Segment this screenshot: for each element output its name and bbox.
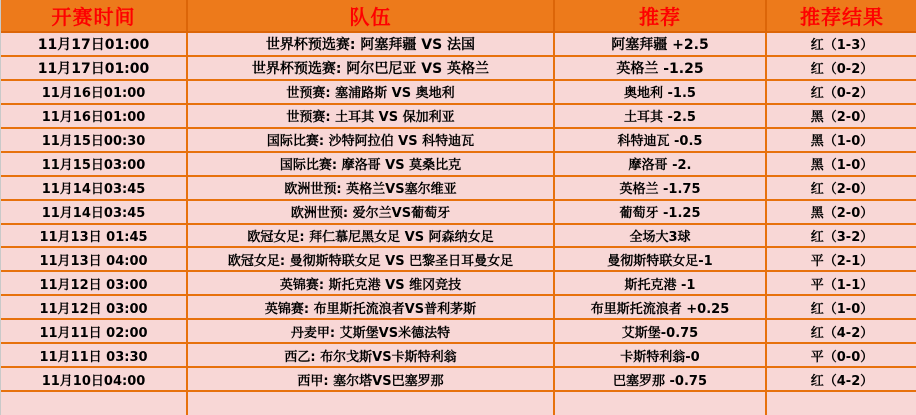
table-row (1, 56, 916, 80)
table-row (1, 224, 916, 248)
match-table-body (1, 32, 916, 415)
cell-teams (187, 391, 554, 415)
cell-result: 红（1-0） (766, 295, 916, 319)
cell-time: 11月14日03:45 (1, 176, 187, 200)
cell-teams: 世预赛: 塞浦路斯 VS 奥地利 (187, 80, 554, 104)
match-prediction-table (1, 0, 916, 415)
column-header-recommendation: 推荐 (554, 0, 766, 32)
cell-time (1, 391, 187, 415)
cell-result: 红（0-2） (766, 56, 916, 80)
cell-recommendation: 布里斯托流浪者 +0.25 (554, 295, 766, 319)
cell-result: 黑（2-0） (766, 200, 916, 224)
cell-result: 平（0-0） (766, 343, 916, 367)
cell-time: 11月14日03:45 (1, 200, 187, 224)
cell-result (766, 391, 916, 415)
table-row (1, 128, 916, 152)
cell-time: 11月13日 01:45 (1, 224, 187, 248)
table-row (1, 343, 916, 367)
cell-time: 11月13日 04:00 (1, 247, 187, 271)
cell-teams: 英锦赛: 斯托克港 VS 维冈竞技 (187, 271, 554, 295)
cell-teams: 英锦赛: 布里斯托流浪者VS普利茅斯 (187, 295, 554, 319)
cell-recommendation: 英格兰 -1.75 (554, 176, 766, 200)
cell-teams: 世界杯预选赛: 阿塞拜疆 VS 法国 (187, 32, 554, 56)
cell-time: 11月17日01:00 (1, 32, 187, 56)
cell-recommendation: 全场大3球 (554, 224, 766, 248)
cell-recommendation: 曼彻斯特联女足-1 (554, 247, 766, 271)
cell-time: 11月12日 03:00 (1, 271, 187, 295)
cell-result: 红（1-3） (766, 32, 916, 56)
cell-recommendation: 英格兰 -1.25 (554, 56, 766, 80)
cell-teams: 国际比赛: 沙特阿拉伯 VS 科特迪瓦 (187, 128, 554, 152)
cell-result: 黑（2-0） (766, 104, 916, 128)
cell-result: 黑（1-0） (766, 152, 916, 176)
cell-recommendation: 葡萄牙 -1.25 (554, 200, 766, 224)
cell-teams: 欧洲世预: 英格兰VS塞尔维亚 (187, 176, 554, 200)
cell-recommendation: 艾斯堡-0.75 (554, 319, 766, 343)
header-row (1, 0, 916, 32)
cell-result: 红（3-2） (766, 224, 916, 248)
cell-recommendation: 科特迪瓦 -0.5 (554, 128, 766, 152)
table-row (1, 319, 916, 343)
cell-recommendation: 斯托克港 -1 (554, 271, 766, 295)
table-row (1, 391, 916, 415)
table-row (1, 367, 916, 391)
cell-recommendation: 卡斯特利翁-0 (554, 343, 766, 367)
cell-teams: 欧冠女足: 拜仁慕尼黑女足 VS 阿森纳女足 (187, 224, 554, 248)
table-header (1, 0, 916, 32)
cell-time: 11月15日00:30 (1, 128, 187, 152)
cell-time: 11月11日 03:30 (1, 343, 187, 367)
cell-teams: 西乙: 布尔戈斯VS卡斯特利翁 (187, 343, 554, 367)
cell-teams: 世预赛: 土耳其 VS 保加利亚 (187, 104, 554, 128)
column-header-start-time: 开赛时间 (1, 0, 187, 32)
cell-teams: 欧洲世预: 爱尔兰VS葡萄牙 (187, 200, 554, 224)
cell-recommendation: 奥地利 -1.5 (554, 80, 766, 104)
cell-result: 红（0-2） (766, 80, 916, 104)
table-row (1, 152, 916, 176)
table-row (1, 80, 916, 104)
cell-recommendation (554, 391, 766, 415)
table-row (1, 247, 916, 271)
cell-teams: 世界杯预选赛: 阿尔巴尼亚 VS 英格兰 (187, 56, 554, 80)
cell-teams: 国际比赛: 摩洛哥 VS 莫桑比克 (187, 152, 554, 176)
table-row (1, 32, 916, 56)
table-row (1, 176, 916, 200)
cell-recommendation: 摩洛哥 -2. (554, 152, 766, 176)
cell-result: 平（1-1） (766, 271, 916, 295)
cell-result: 平（2-1） (766, 247, 916, 271)
table-row (1, 200, 916, 224)
cell-time: 11月11日 02:00 (1, 319, 187, 343)
cell-time: 11月10日04:00 (1, 367, 187, 391)
cell-teams: 欧冠女足: 曼彻斯特联女足 VS 巴黎圣日耳曼女足 (187, 247, 554, 271)
cell-time: 11月16日01:00 (1, 104, 187, 128)
table-row (1, 295, 916, 319)
column-header-result: 推荐结果 (766, 0, 916, 32)
cell-recommendation: 阿塞拜疆 +2.5 (554, 32, 766, 56)
cell-teams: 西甲: 塞尔塔VS巴塞罗那 (187, 367, 554, 391)
cell-result: 黑（1-0） (766, 128, 916, 152)
cell-time: 11月15日03:00 (1, 152, 187, 176)
cell-recommendation: 土耳其 -2.5 (554, 104, 766, 128)
cell-result: 红（2-0） (766, 176, 916, 200)
cell-teams: 丹麦甲: 艾斯堡VS米德法特 (187, 319, 554, 343)
table-row (1, 104, 916, 128)
table-row (1, 271, 916, 295)
cell-time: 11月16日01:00 (1, 80, 187, 104)
cell-result: 红（4-2） (766, 319, 916, 343)
cell-recommendation: 巴塞罗那 -0.75 (554, 367, 766, 391)
column-header-teams: 队伍 (187, 0, 554, 32)
cell-result: 红（4-2） (766, 367, 916, 391)
cell-time: 11月12日 03:00 (1, 295, 187, 319)
cell-time: 11月17日01:00 (1, 56, 187, 80)
